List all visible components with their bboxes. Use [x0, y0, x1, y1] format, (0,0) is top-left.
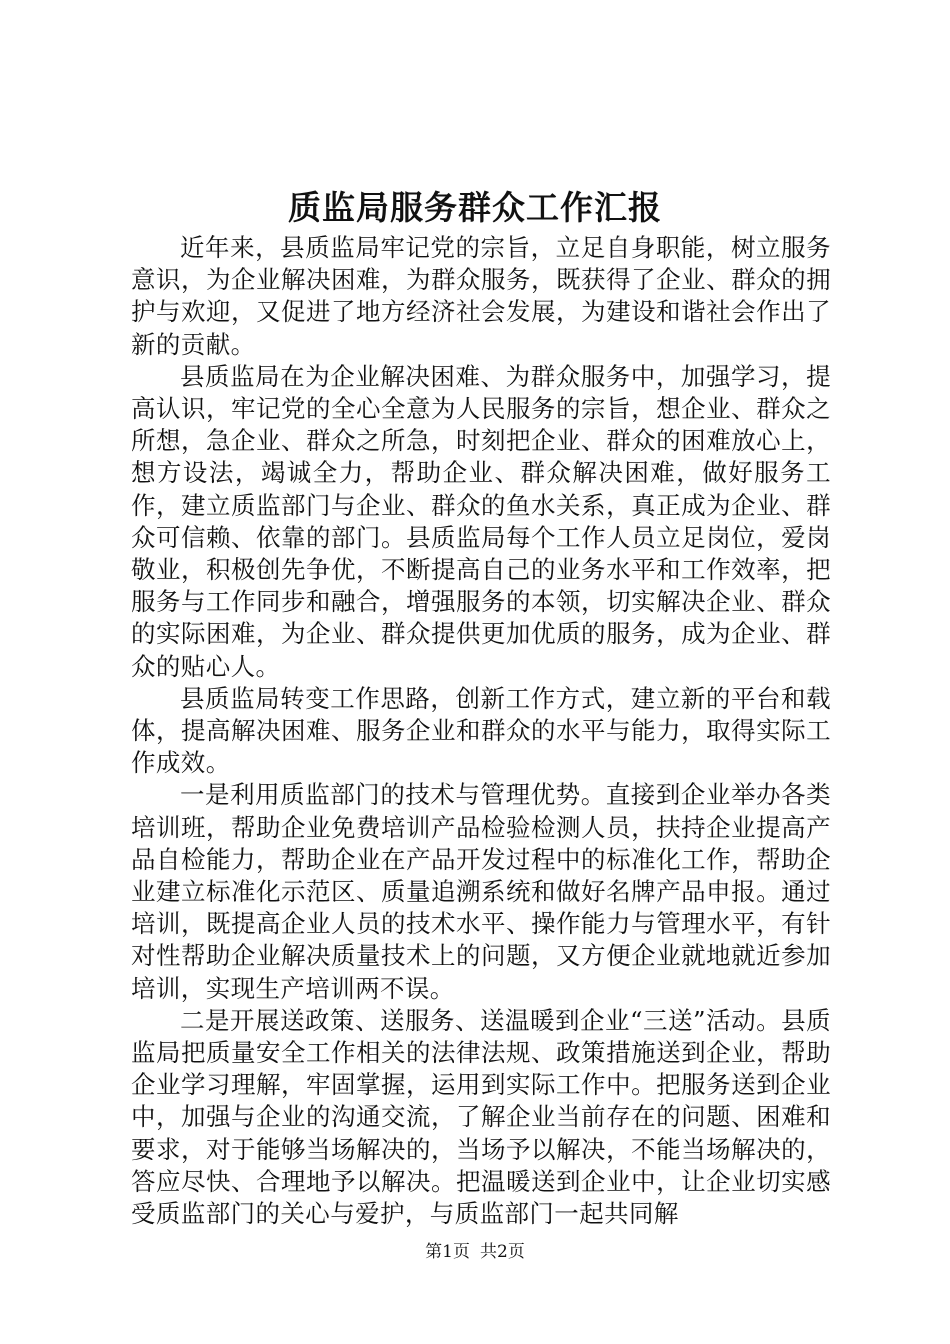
document-title: 质监局服务群众工作汇报 — [288, 188, 662, 227]
paragraph-approach: 县质监局转变工作思路，创新工作方式，建立新的平台和载体，提高解决困难、服务企业和群众的水平与能力，取得实际工作成效。 — [131, 683, 831, 778]
paragraph-point-two: 二是开展送政策、送服务、送温暖到企业“三送”活动。县质监局把质量安全工作相关的法律法规、政策措施送到企业，帮助企业学习理解，牢固掌握，运用到实际工作中。把服务送到企业中，加强与企业的沟通交流，了解企业当前存在的问题、困难和要求，对于能够当场解决的，当场予以解决，不能当场解决的，答应尽快、合理地予以解决。把温暖送到企业中，让企业切实感受质监部门的关心与爱护，与质监部门一起共同解 — [131, 1005, 831, 1229]
page-total: 共2页 — [480, 1242, 525, 1262]
page-number: 第1页 — [425, 1242, 470, 1262]
page-footer — [0, 1240, 950, 1264]
paragraph-intro: 近年来，县质监局牢记党的宗旨，立足自身职能，树立服务意识，为企业解决困难，为群众服务，既获得了企业、群众的拥护与欢迎，又促进了地方经济社会发展，为建设和谐社会作出了新的贡献。 — [131, 233, 831, 359]
paragraph-point-one: 一是利用质监部门的技术与管理优势。直接到企业举办各类培训班，帮助企业免费培训产品检验检测人员，扶持企业提高产品自检能力，帮助企业在产品开发过程中的标准化工作，帮助企业建立标准化示范区、质量追溯系统和做好名牌产品申报。通过培训，既提高企业人员的技术水平、操作能力与管理水平，有针对性帮助企业解决质量技术上的问题，又方便企业就地就近参加培训，实现生产培训两不误。 — [131, 780, 831, 1003]
document-body — [131, 232, 831, 1230]
paragraph-service: 县质监局在为企业解决困难、为群众服务中，加强学习，提高认识，牢记党的全心全意为人民服务的宗旨，想企业、群众之所想，急企业、群众之所急，时刻把企业、群众的困难放心上，想方设法，竭诚全力，帮助企业、群众解决困难，做好服务工作，建立质监部门与企业、群众的鱼水关系，真正成为企业、群众可信赖、依靠的部门。县质监局每个工作人员立足岗位，爱岗敬业，积极创先争优，不断提高自己的业务水平和工作效率，把服务与工作同步和融合，增强服务的本领，切实解决企业、群众的实际困难，为企业、群众提供更加优质的服务，成为企业、群众的贴心人。 — [131, 361, 831, 681]
